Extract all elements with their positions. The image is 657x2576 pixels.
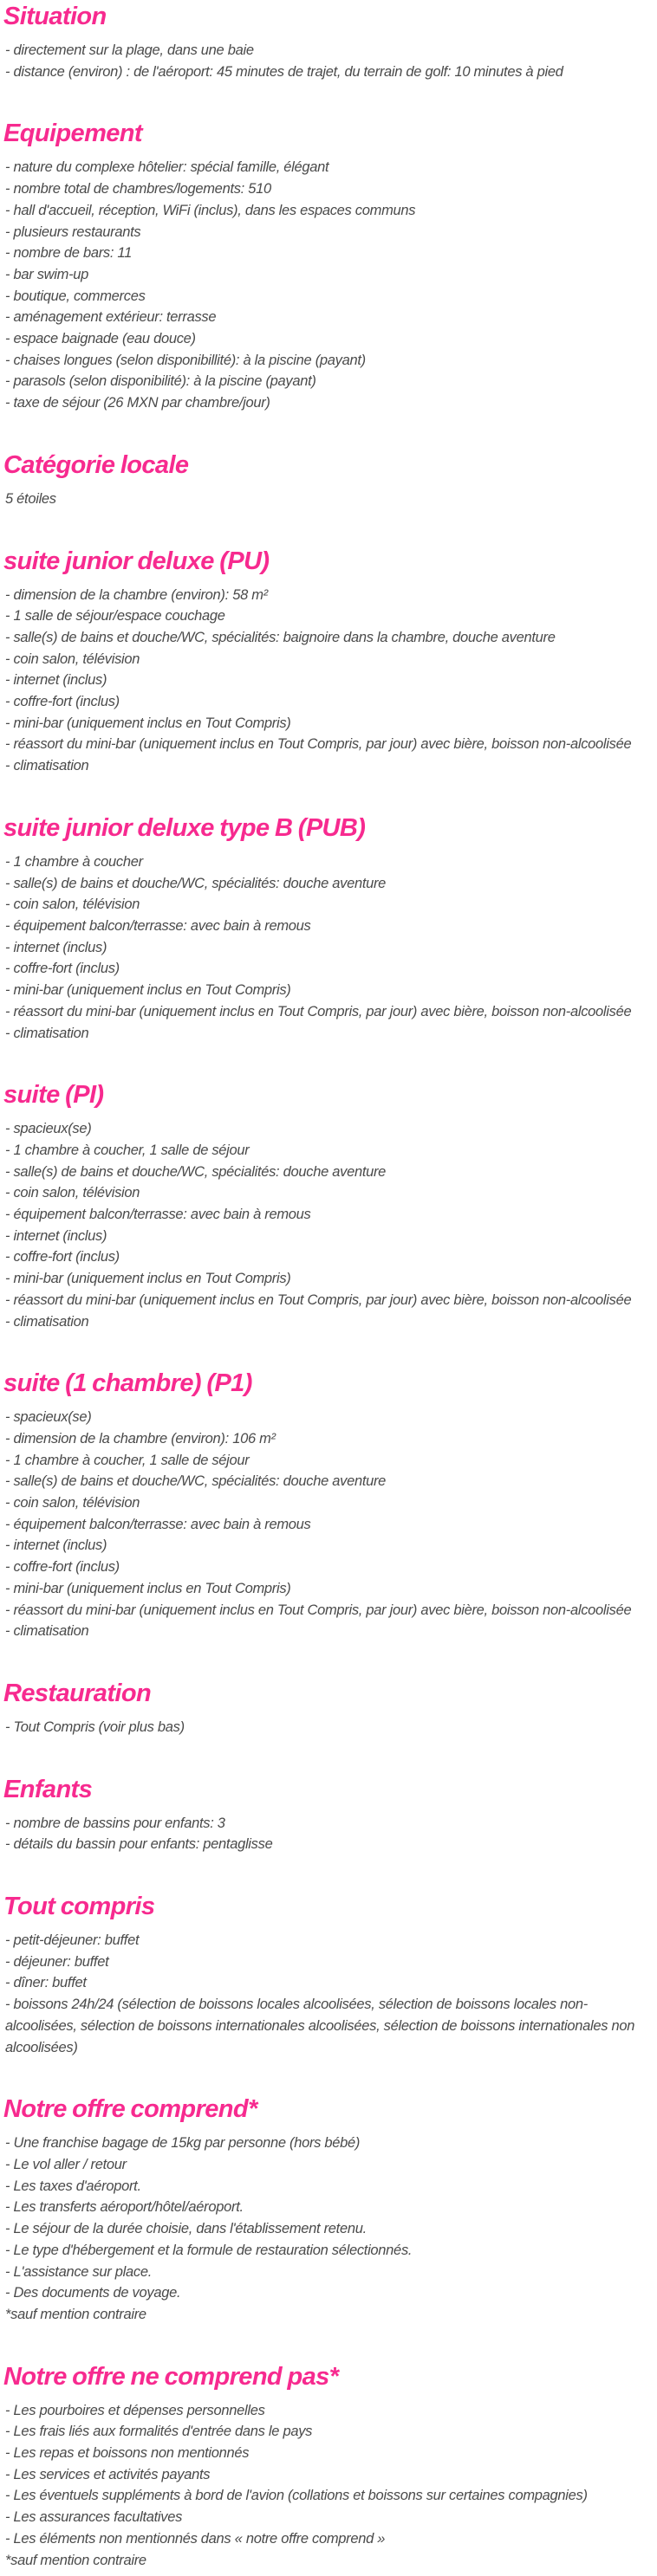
info-line: *sauf mention contraire <box>5 2306 146 2322</box>
section-equipement <box>3 119 648 413</box>
info-line: - coin salon, télévision <box>5 650 140 667</box>
info-line: - taxe de séjour (26 MXN par chambre/jour) <box>5 395 270 411</box>
section-suite-junior-deluxe-type-b-pub <box>3 813 648 1044</box>
info-line: - climatisation <box>5 1025 89 1041</box>
info-line: - nature du complexe hôtelier: spécial famille, élégant <box>5 159 329 176</box>
section-title-suite-pi: suite (PI) <box>3 1081 104 1110</box>
section-title-tout-compris: Tout compris <box>3 1893 155 1921</box>
info-line: - coin salon, télévision <box>5 1495 140 1511</box>
info-line: - aménagement extérieur: terrasse <box>5 309 217 326</box>
info-line: - nombre de bassins pour enfants: 3 <box>5 1815 225 1831</box>
info-line: - Des documents de voyage. <box>5 2285 181 2301</box>
info-line: - petit-déjeuner: buffet <box>5 1932 140 1949</box>
info-line: - internet (inclus) <box>5 939 107 955</box>
section-suite-junior-deluxe-pu <box>3 547 648 777</box>
info-line: - réassort du mini-bar (uniquement inclus en Tout Compris, par jour) avec bière, boisson non-alcoolisée <box>5 736 632 753</box>
info-line: - Les repas et boissons non mentionnés <box>5 2445 250 2462</box>
section-title-restauration: Restauration <box>3 1679 152 1707</box>
info-line: - 1 salle de séjour/espace couchage <box>5 608 225 625</box>
section-title-situation: Situation <box>3 3 107 30</box>
info-line: - mini-bar (uniquement inclus en Tout Compris) <box>5 715 291 731</box>
info-line: - 1 chambre à coucher <box>5 853 143 870</box>
info-line: - espace baignade (eau douce) <box>5 331 196 347</box>
info-line: - réassort du mini-bar (uniquement inclus en Tout Compris, par jour) avec bière, boisson non-alcoolisée <box>5 1602 632 1618</box>
section-title-suite-junior-deluxe-type-b-pub: suite junior deluxe type B (PUB) <box>3 813 366 842</box>
section-suite-pi <box>3 1080 648 1332</box>
section-title-notre-offre-comprend: Notre offre comprend* <box>3 2095 257 2124</box>
info-line: - Tout Compris (voir plus bas) <box>5 1718 185 1735</box>
section-title-suite-junior-deluxe-pu: suite junior deluxe (PU) <box>3 547 270 575</box>
info-line: - réassort du mini-bar (uniquement inclus en Tout Compris, par jour) avec bière, boisson non-alcoolisée <box>5 1291 632 1308</box>
section-suite-1-chambre-p1 <box>3 1369 648 1642</box>
info-line: - 1 chambre à coucher, 1 salle de séjour <box>5 1452 250 1468</box>
info-line: *sauf mention contraire <box>5 2552 146 2568</box>
info-line: - internet (inclus) <box>5 1537 107 1554</box>
info-line: - salle(s) de bains et douche/WC, spécialités: baignoire dans la chambre, douche aventure <box>5 629 556 645</box>
info-line: - Les assurances facultatives <box>5 2509 183 2526</box>
info-line: - Le séjour de la durée choisie, dans l'établissement retenu. <box>5 2221 367 2237</box>
info-line: - distance (environ) : de l'aéroport: 45 minutes de trajet, du terrain de golf: 10 minutes à pied <box>5 63 563 80</box>
info-line: - dimension de la chambre (environ): 106 m² <box>5 1430 276 1447</box>
info-line: - bar swim-up <box>5 266 89 282</box>
info-line: - coin salon, télévision <box>5 896 140 913</box>
info-line: - dimension de la chambre (environ): 58 m² <box>5 586 268 603</box>
info-line: - déjeuner: buffet <box>5 1953 109 1970</box>
section-enfants <box>3 1775 648 1855</box>
section-title-enfants: Enfants <box>3 1775 93 1803</box>
info-line: - coin salon, télévision <box>5 1185 140 1201</box>
info-line: - directement sur la plage, dans une baie <box>5 42 254 58</box>
info-line: - internet (inclus) <box>5 1227 107 1244</box>
info-line: - réassort du mini-bar (uniquement inclus en Tout Compris, par jour) avec bière, boisson non-alcoolisée <box>5 1003 632 1019</box>
info-line: - plusieurs restaurants <box>5 223 141 240</box>
info-line: - mini-bar (uniquement inclus en Tout Compris) <box>5 1271 291 1287</box>
info-line: - nombre total de chambres/logements: 510 <box>5 181 271 197</box>
info-line: - spacieux(se) <box>5 1409 92 1426</box>
info-line: - 1 chambre à coucher, 1 salle de séjour <box>5 1142 250 1158</box>
section-title-categorie-locale: Catégorie locale <box>3 450 189 479</box>
info-line: - chaises longues (selon disponibillité): à la piscine (payant) <box>5 352 366 368</box>
info-line: - équipement balcon/terrasse: avec bain à remous <box>5 1207 311 1223</box>
section-tout-compris <box>3 1892 648 2058</box>
section-title-equipement: Equipement <box>3 120 142 148</box>
info-line: - Une franchise bagage de 15kg par personne (hors bébé) <box>5 2135 361 2152</box>
info-line: - climatisation <box>5 758 89 774</box>
info-line: - Les pourboires et dépenses personnelles <box>5 2402 265 2418</box>
info-line: - Les taxes d'aéroport. <box>5 2178 141 2194</box>
info-line: - Le vol aller / retour <box>5 2157 127 2172</box>
section-title-suite-1-chambre-p1: suite (1 chambre) (P1) <box>3 1369 252 1398</box>
info-line: - mini-bar (uniquement inclus en Tout Compris) <box>5 982 291 999</box>
info-line: - climatisation <box>5 1313 89 1330</box>
info-line: - équipement balcon/terrasse: avec bain à remous <box>5 1516 311 1532</box>
info-line: - boutique, commerces <box>5 288 146 304</box>
section-restauration <box>3 1679 648 1738</box>
info-line: - hall d'accueil, réception, WiFi (inclus), dans les espaces communs <box>5 202 416 218</box>
info-line: - dîner: buffet <box>5 1975 87 1991</box>
info-line: - Les frais liés aux formalités d'entrée dans le pays <box>5 2424 313 2440</box>
section-notre-offre-ne-comprend-pas <box>3 2362 648 2572</box>
info-line: - spacieux(se) <box>5 1121 92 1137</box>
info-line: - nombre de bars: 11 <box>5 245 132 262</box>
info-line: - salle(s) de bains et douche/WC, spécialités: douche aventure <box>5 1473 387 1490</box>
info-line: - L'assistance sur place. <box>5 2263 152 2280</box>
info-line: - Les éléments non mentionnés dans « notre offre comprend » <box>5 2530 386 2547</box>
info-line: - détails du bassin pour enfants: pentaglisse <box>5 1836 273 1853</box>
info-line: - parasols (selon disponibilité): à la piscine (payant) <box>5 373 316 390</box>
info-line: - coffre-fort (inclus) <box>5 694 120 710</box>
info-line: 5 étoiles <box>5 490 56 507</box>
info-line: - Les éventuels suppléments à bord de l'avion (collations et boissons sur certaines compagnies) <box>5 2488 588 2504</box>
info-line: - internet (inclus) <box>5 672 107 689</box>
section-categorie-locale <box>3 450 648 510</box>
info-line: - mini-bar (uniquement inclus en Tout Compris) <box>5 1580 291 1596</box>
info-line: - boissons 24h/24 (sélection de boissons locales alcoolisées, sélection de boissons locales non-alcoolisées, sélection de boissons internationales alcoolisées, sélection de boissons internationales non alcoolisées) <box>5 1997 635 2055</box>
section-situation <box>3 2 648 82</box>
info-line: - climatisation <box>5 1623 89 1640</box>
info-line: - Les services et activités payants <box>5 2466 211 2482</box>
info-line: - salle(s) de bains et douche/WC, spécialités: douche aventure <box>5 875 387 891</box>
info-line: - salle(s) de bains et douche/WC, spécialités: douche aventure <box>5 1163 387 1180</box>
info-line: - équipement balcon/terrasse: avec bain à remous <box>5 917 311 934</box>
section-notre-offre-comprend <box>3 2094 648 2325</box>
info-line: - coffre-fort (inclus) <box>5 1559 120 1576</box>
info-line: - Le type d'hébergement et la formule de restauration sélectionnés. <box>5 2242 413 2258</box>
info-line: - Les transferts aéroport/hôtel/aéroport. <box>5 2199 244 2216</box>
info-line: - coffre-fort (inclus) <box>5 1249 120 1265</box>
info-line: - coffre-fort (inclus) <box>5 961 120 977</box>
section-title-notre-offre-ne-comprend-pas: Notre offre ne comprend pas* <box>3 2362 339 2391</box>
